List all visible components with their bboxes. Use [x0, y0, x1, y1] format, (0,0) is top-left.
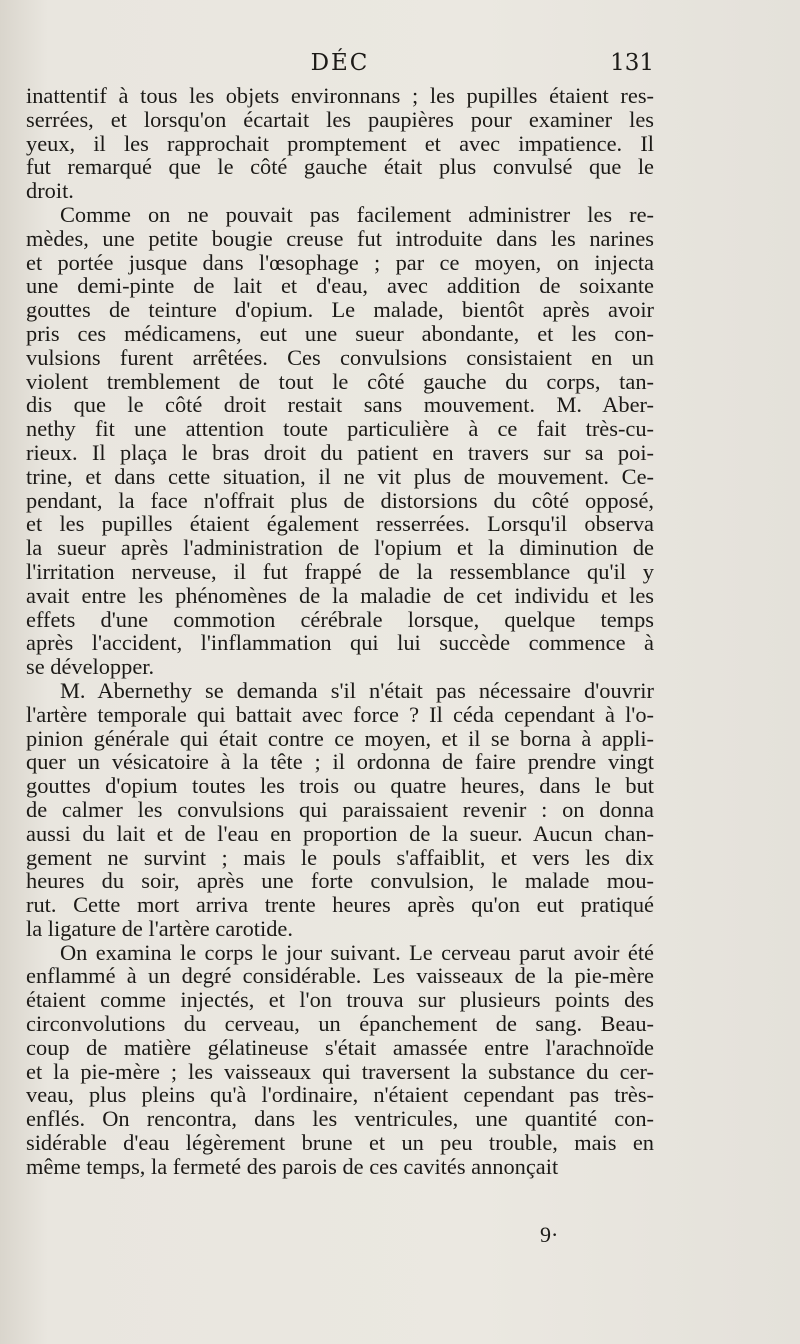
paragraph — [26, 941, 654, 1179]
text-line: droit. — [26, 178, 74, 204]
text-line: On examina le corps le jour suivant. Le cerveau parut avoir été — [60, 939, 654, 965]
running-title: DÉC — [310, 50, 370, 76]
text-line: circonvolutions du cerveau, un épanchement de sang. Beau- — [26, 1011, 654, 1037]
text-line: même temps, la fermeté des parois de ces cavités annonçait — [26, 1153, 559, 1179]
text-line: effets d'une commotion cérébrale lorsque, quelque temps — [26, 606, 654, 632]
text-line: coup de matière gélatineuse s'était amassée entre l'arachnoïde — [26, 1034, 654, 1060]
text-line: rut. Cette mort arriva trente heures après qu'on eut pratiqué — [26, 892, 654, 918]
text-line: enflammé à un degré considérable. Les vaisseaux de la pie-mère — [26, 963, 654, 989]
paragraph — [26, 679, 654, 941]
signature-mark: 9· — [540, 1222, 559, 1247]
page-number: 131 — [610, 50, 654, 76]
text-line: se développer. — [26, 654, 155, 680]
text-line: nethy fit une attention toute particulière à ce fait très-cu- — [26, 416, 654, 442]
text-line: gement ne survint ; mais le pouls s'affaiblit, et vers les dix — [26, 844, 654, 870]
text-line: et la pie-mère ; les vaisseaux qui traversent la substance du cer- — [26, 1058, 654, 1084]
text-line: fut remarqué que le côté gauche était plus convulsé que le — [26, 154, 654, 180]
text-line: inattentif à tous les objets environnans ; les pupilles étaient res- — [26, 83, 654, 108]
text-line: dis que le côté droit restait sans mouvement. M. Aber- — [26, 392, 654, 418]
text-line: la sueur après l'administration de l'opium et la diminution de — [26, 535, 654, 561]
text-line: pendant, la face n'offrait plus de distorsions du côté opposé, — [26, 487, 654, 513]
text-line: quer un vésicatoire à la tête ; il ordonna de faire prendre vingt — [26, 749, 654, 775]
text-line: l'artère temporale qui battait avec force ? Il céda cependant à l'o- — [26, 701, 654, 727]
text-line: serrées, et lorsqu'on écartait les paupières pour examiner les — [26, 106, 654, 132]
text-line: enflés. On rencontra, dans les ventricules, une quantité con- — [26, 1106, 654, 1132]
text-line: vulsions furent arrêtées. Ces convulsions consistaient en un — [26, 344, 654, 370]
text-line: pinion générale qui était contre ce moyen, et il se borna à appli- — [26, 725, 654, 751]
text-line: aussi du lait et de l'eau en proportion de la sueur. Aucun chan- — [26, 820, 654, 846]
paragraph — [26, 203, 654, 679]
text-line: pris ces médicamens, eut une sueur abondante, et les con- — [26, 320, 654, 346]
paragraph — [26, 84, 654, 203]
text-line: une demi-pinte de lait et d'eau, avec addition de soixante — [26, 273, 654, 299]
text-line: après l'accident, l'inflammation qui lui succède commence à — [26, 630, 654, 656]
text-line: de calmer les convulsions qui paraissaient revenir : on donna — [26, 796, 654, 822]
text-line: sidérable d'eau légèrement brune et un peu trouble, mais en — [26, 1130, 654, 1156]
text-line: veau, plus pleins qu'à l'ordinaire, n'étaient cependant pas très- — [26, 1082, 654, 1108]
text-line: et portée jusque dans l'œsophage ; par ce moyen, on injecta — [26, 249, 654, 275]
text-line: heures du soir, après une forte convulsion, le malade mou- — [26, 868, 654, 894]
text-line: violent tremblement de tout le côté gauche du corps, tan- — [26, 368, 654, 394]
text-line: M. Abernethy se demanda s'il n'était pas nécessaire d'ouvrir — [60, 677, 654, 703]
text-line: gouttes d'opium toutes les trois ou quatre heures, dans le but — [26, 773, 654, 799]
text-line: gouttes de teinture d'opium. Le malade, bientôt après avoir — [26, 297, 654, 323]
text-line: rieux. Il plaça le bras droit du patient en travers sur sa poi- — [26, 439, 654, 465]
text-line: trine, et dans cette situation, il ne vit plus de mouvement. Ce- — [26, 463, 654, 489]
text-line: la ligature de l'artère carotide. — [26, 915, 293, 941]
text-line: yeux, il les rapprochait promptement et avec impatience. Il — [26, 130, 654, 156]
text-line: avait entre les phénomènes de la maladie de cet individu et les — [26, 582, 654, 608]
body-text — [26, 84, 654, 1179]
text-line: étaient comme injectés, et l'on trouva sur plusieurs points des — [26, 987, 654, 1013]
text-line: et les pupilles étaient également resserrées. Lorsqu'il observa — [26, 511, 654, 537]
text-line: Comme on ne pouvait pas facilement administrer les re- — [60, 201, 654, 227]
running-head — [26, 50, 654, 80]
text-line: mèdes, une petite bougie creuse fut introduite dans les narines — [26, 225, 654, 251]
text-line: l'irritation nerveuse, il fut frappé de la ressemblance qu'il y — [26, 558, 654, 584]
